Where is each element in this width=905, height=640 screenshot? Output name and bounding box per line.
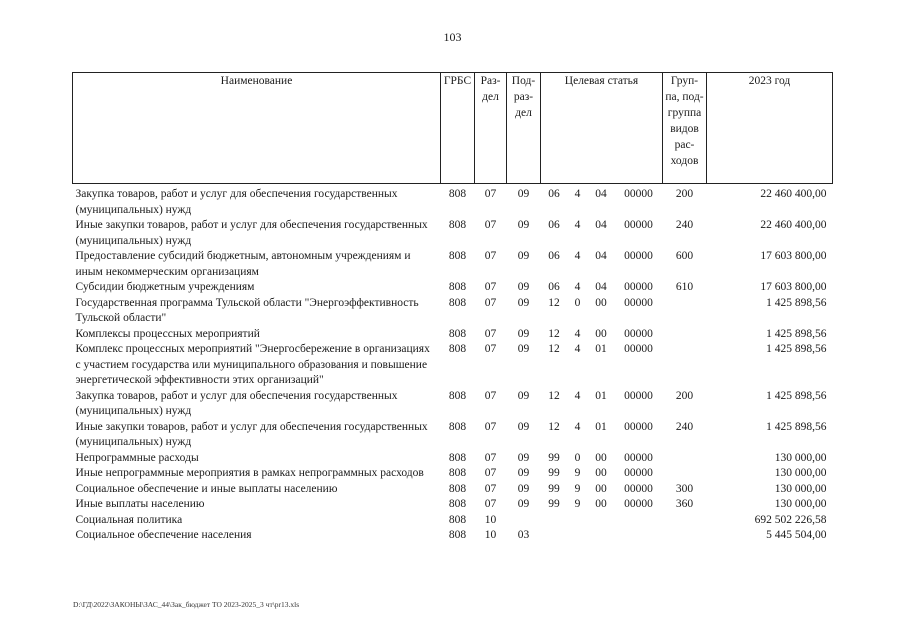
row-razdel: 07 <box>484 498 497 510</box>
row-podrazdel: 09 <box>517 343 530 355</box>
row-target-subprogram <box>588 528 615 544</box>
row-sum-2023: 1 425 898,56 <box>766 343 827 355</box>
budget-table <box>72 72 833 544</box>
row-name: Комплекс процессных мероприятий "Энергосбережение в организациях с участием государства или муниципального образования и повышение энергетической эффективности этих организаций" <box>75 343 430 386</box>
header-razdel: Раз-дел <box>475 73 507 184</box>
row-name: Субсидии бюджетным учреждениям <box>75 281 255 293</box>
row-expense-group: 200 <box>675 389 694 402</box>
row-target-subprogram: 04 <box>595 250 607 262</box>
row-name: Иные закупки товаров, работ и услуг для обеспечения государственных (муниципальных) нужд <box>75 420 428 448</box>
row-podrazdel: 09 <box>517 420 530 433</box>
row-sum-2023: 130 000,00 <box>774 451 827 464</box>
row-podrazdel <box>507 513 541 529</box>
row-podrazdel: 09 <box>517 327 530 340</box>
row-target-type: 4 <box>574 250 581 262</box>
row-name: Непрограммные расходы <box>75 451 199 464</box>
row-expense-group: 610 <box>675 281 694 293</box>
row-target-program: 12 <box>548 389 560 402</box>
row-expense-group <box>663 342 707 389</box>
row-expense-group <box>663 451 707 467</box>
table-row <box>73 296 833 327</box>
table-row <box>73 342 833 389</box>
row-grbs: 808 <box>448 250 467 262</box>
row-sum-2023: 1 425 898,56 <box>766 389 827 402</box>
row-sum-2023: 17 603 800,00 <box>760 281 827 293</box>
row-target-program: 12 <box>548 296 560 309</box>
header-group: Груп-па, под-группа видов рас-ходов <box>663 73 707 184</box>
row-name: Иные выплаты населению <box>75 498 205 510</box>
header-grbs: ГРБС <box>441 73 475 184</box>
row-grbs: 808 <box>448 188 467 200</box>
row-target-program: 99 <box>548 467 560 479</box>
row-sum-2023: 22 460 400,00 <box>760 219 827 231</box>
row-sum-2023: 1 425 898,56 <box>766 420 827 433</box>
row-grbs: 808 <box>448 513 467 526</box>
row-razdel: 10 <box>484 529 497 541</box>
table-row <box>73 513 833 529</box>
row-podrazdel: 09 <box>517 389 530 402</box>
row-razdel: 07 <box>484 389 497 402</box>
row-target-subprogram: 04 <box>595 219 607 231</box>
row-podrazdel: 09 <box>517 451 530 464</box>
row-expense-group <box>663 296 707 327</box>
row-target-direction <box>615 528 663 544</box>
row-target-direction: 00000 <box>624 451 653 464</box>
row-expense-group <box>663 513 707 529</box>
row-target-direction: 00000 <box>624 467 653 479</box>
row-target-direction: 00000 <box>624 250 653 262</box>
row-target-subprogram: 04 <box>595 281 607 293</box>
row-target-direction: 00000 <box>624 389 653 402</box>
row-target-direction: 00000 <box>624 482 653 495</box>
row-expense-group: 360 <box>675 498 694 510</box>
row-target-type: 9 <box>574 498 581 510</box>
row-grbs: 808 <box>448 482 467 495</box>
row-target-subprogram: 00 <box>595 327 607 340</box>
row-razdel: 07 <box>484 482 497 495</box>
row-sum-2023: 130 000,00 <box>774 482 827 495</box>
row-grbs: 808 <box>448 529 467 541</box>
row-target-program: 12 <box>548 420 560 433</box>
table-row <box>73 466 833 482</box>
row-podrazdel: 09 <box>517 498 530 510</box>
row-name: Иные непрограммные мероприятия в рамках непрограммных расходов <box>75 467 424 479</box>
row-razdel: 07 <box>484 219 497 231</box>
row-name: Комплексы процессных мероприятий <box>75 327 260 340</box>
table-row <box>73 451 833 467</box>
row-razdel: 07 <box>484 451 497 464</box>
table-row <box>73 184 833 219</box>
row-target-direction <box>615 513 663 529</box>
row-podrazdel: 09 <box>517 219 530 231</box>
row-name: Социальная политика <box>75 513 183 526</box>
row-razdel: 07 <box>484 250 497 262</box>
row-name: Иные закупки товаров, работ и услуг для обеспечения государственных (муниципальных) нужд <box>75 219 428 247</box>
row-target-type: 4 <box>574 219 581 231</box>
table-row <box>73 218 833 249</box>
row-target-type <box>568 513 588 529</box>
row-name: Закупка товаров, работ и услуг для обеспечения государственных (муниципальных) нужд <box>75 188 398 216</box>
row-target-direction: 00000 <box>624 343 653 355</box>
row-podrazdel: 09 <box>517 281 530 293</box>
row-target-program: 06 <box>548 281 560 293</box>
row-expense-group <box>663 466 707 482</box>
row-target-type: 9 <box>574 482 581 495</box>
row-name: Социальное обеспечение и иные выплаты населению <box>75 482 338 495</box>
row-podrazdel: 09 <box>517 467 530 479</box>
row-target-type: 0 <box>574 451 581 464</box>
row-razdel: 07 <box>484 281 497 293</box>
row-name: Закупка товаров, работ и услуг для обеспечения государственных (муниципальных) нужд <box>75 389 398 417</box>
row-target-type: 0 <box>574 296 581 309</box>
row-target-subprogram: 00 <box>595 296 607 309</box>
row-target-subprogram: 01 <box>595 420 607 433</box>
row-target-type: 4 <box>574 389 581 402</box>
row-expense-group: 240 <box>675 420 694 433</box>
header-podrazdel: Под-раз-дел <box>507 73 541 184</box>
row-target-type: 4 <box>574 327 581 340</box>
row-target-subprogram <box>588 513 615 529</box>
row-sum-2023: 17 603 800,00 <box>760 250 827 262</box>
row-target-program: 12 <box>548 343 560 355</box>
row-target-program: 06 <box>548 188 560 200</box>
table-row <box>73 497 833 513</box>
row-target-subprogram: 00 <box>595 498 607 510</box>
page-number: 103 <box>443 30 462 44</box>
row-target-direction: 00000 <box>624 420 653 433</box>
row-target-program <box>541 513 568 529</box>
row-target-type: 9 <box>574 467 581 479</box>
row-target-subprogram: 01 <box>595 343 607 355</box>
row-sum-2023: 130 000,00 <box>774 498 827 510</box>
row-grbs: 808 <box>448 296 467 309</box>
header-target: Целевая статья <box>541 73 663 184</box>
row-sum-2023: 692 502 226,58 <box>754 513 827 526</box>
row-expense-group: 200 <box>675 188 694 200</box>
row-razdel: 07 <box>484 188 497 200</box>
row-grbs: 808 <box>448 343 467 355</box>
row-sum-2023: 5 445 504,00 <box>766 529 827 541</box>
table-row <box>73 327 833 343</box>
row-podrazdel: 03 <box>517 529 530 541</box>
row-target-direction: 00000 <box>624 188 653 200</box>
row-podrazdel: 09 <box>517 482 530 495</box>
row-name: Государственная программа Тульской области "Энергоэффективность Тульской области" <box>75 296 419 324</box>
header-year: 2023 год <box>707 73 833 184</box>
row-podrazdel: 09 <box>517 296 530 309</box>
row-grbs: 808 <box>448 219 467 231</box>
row-target-direction: 00000 <box>624 281 653 293</box>
row-expense-group <box>663 327 707 343</box>
row-grbs: 808 <box>448 420 467 433</box>
row-target-program: 06 <box>548 219 560 231</box>
row-grbs: 808 <box>448 451 467 464</box>
row-target-subprogram: 00 <box>595 451 607 464</box>
row-name: Предоставление субсидий бюджетным, автономным учреждениям и иным некоммерческим организациям <box>75 250 411 278</box>
row-grbs: 808 <box>448 498 467 510</box>
row-expense-group: 240 <box>675 219 694 231</box>
row-target-program <box>541 528 568 544</box>
row-target-subprogram: 01 <box>595 389 607 402</box>
row-razdel: 07 <box>484 343 497 355</box>
table-row <box>73 420 833 451</box>
footer-file-path: D:\ГД\2022\ЗАКОНЫ\ЗАС_44\Зак_бюджет ТО 2023-2025_3 чт\pr13.xls <box>73 600 300 609</box>
row-grbs: 808 <box>448 467 467 479</box>
row-razdel: 10 <box>484 513 497 526</box>
row-razdel: 07 <box>484 327 497 340</box>
row-target-direction: 00000 <box>624 296 653 309</box>
table-row <box>73 280 833 296</box>
row-target-subprogram: 00 <box>595 467 607 479</box>
row-sum-2023: 1 425 898,56 <box>766 296 827 309</box>
row-sum-2023: 22 460 400,00 <box>760 188 827 200</box>
row-target-direction: 00000 <box>624 327 653 340</box>
row-target-program: 99 <box>548 498 560 510</box>
row-target-program: 06 <box>548 250 560 262</box>
table-row <box>73 482 833 498</box>
row-target-program: 99 <box>548 451 560 464</box>
row-podrazdel: 09 <box>517 188 530 200</box>
row-razdel: 07 <box>484 420 497 433</box>
row-target-direction: 00000 <box>624 498 653 510</box>
row-target-direction: 00000 <box>624 219 653 231</box>
row-target-type: 4 <box>574 281 581 293</box>
row-expense-group: 600 <box>675 250 694 262</box>
row-target-program: 12 <box>548 327 560 340</box>
row-expense-group <box>663 528 707 544</box>
table-body <box>73 184 833 544</box>
row-sum-2023: 1 425 898,56 <box>766 327 827 340</box>
row-expense-group: 300 <box>675 482 694 495</box>
row-name: Социальное обеспечение населения <box>75 529 252 541</box>
table-header-row <box>73 73 833 184</box>
row-razdel: 07 <box>484 296 497 309</box>
header-name: Наименование <box>73 73 441 184</box>
row-razdel: 07 <box>484 467 497 479</box>
row-podrazdel: 09 <box>517 250 530 262</box>
row-sum-2023: 130 000,00 <box>774 467 827 479</box>
table-row <box>73 528 833 544</box>
row-target-program: 99 <box>548 482 560 495</box>
row-grbs: 808 <box>448 389 467 402</box>
row-target-type: 4 <box>574 188 581 200</box>
row-grbs: 808 <box>448 281 467 293</box>
row-target-subprogram: 00 <box>595 482 607 495</box>
row-target-type: 4 <box>574 420 581 433</box>
row-target-type <box>568 528 588 544</box>
row-target-type: 4 <box>574 343 581 355</box>
row-grbs: 808 <box>448 327 467 340</box>
table-row <box>73 249 833 280</box>
table-row <box>73 389 833 420</box>
row-target-subprogram: 04 <box>595 188 607 200</box>
